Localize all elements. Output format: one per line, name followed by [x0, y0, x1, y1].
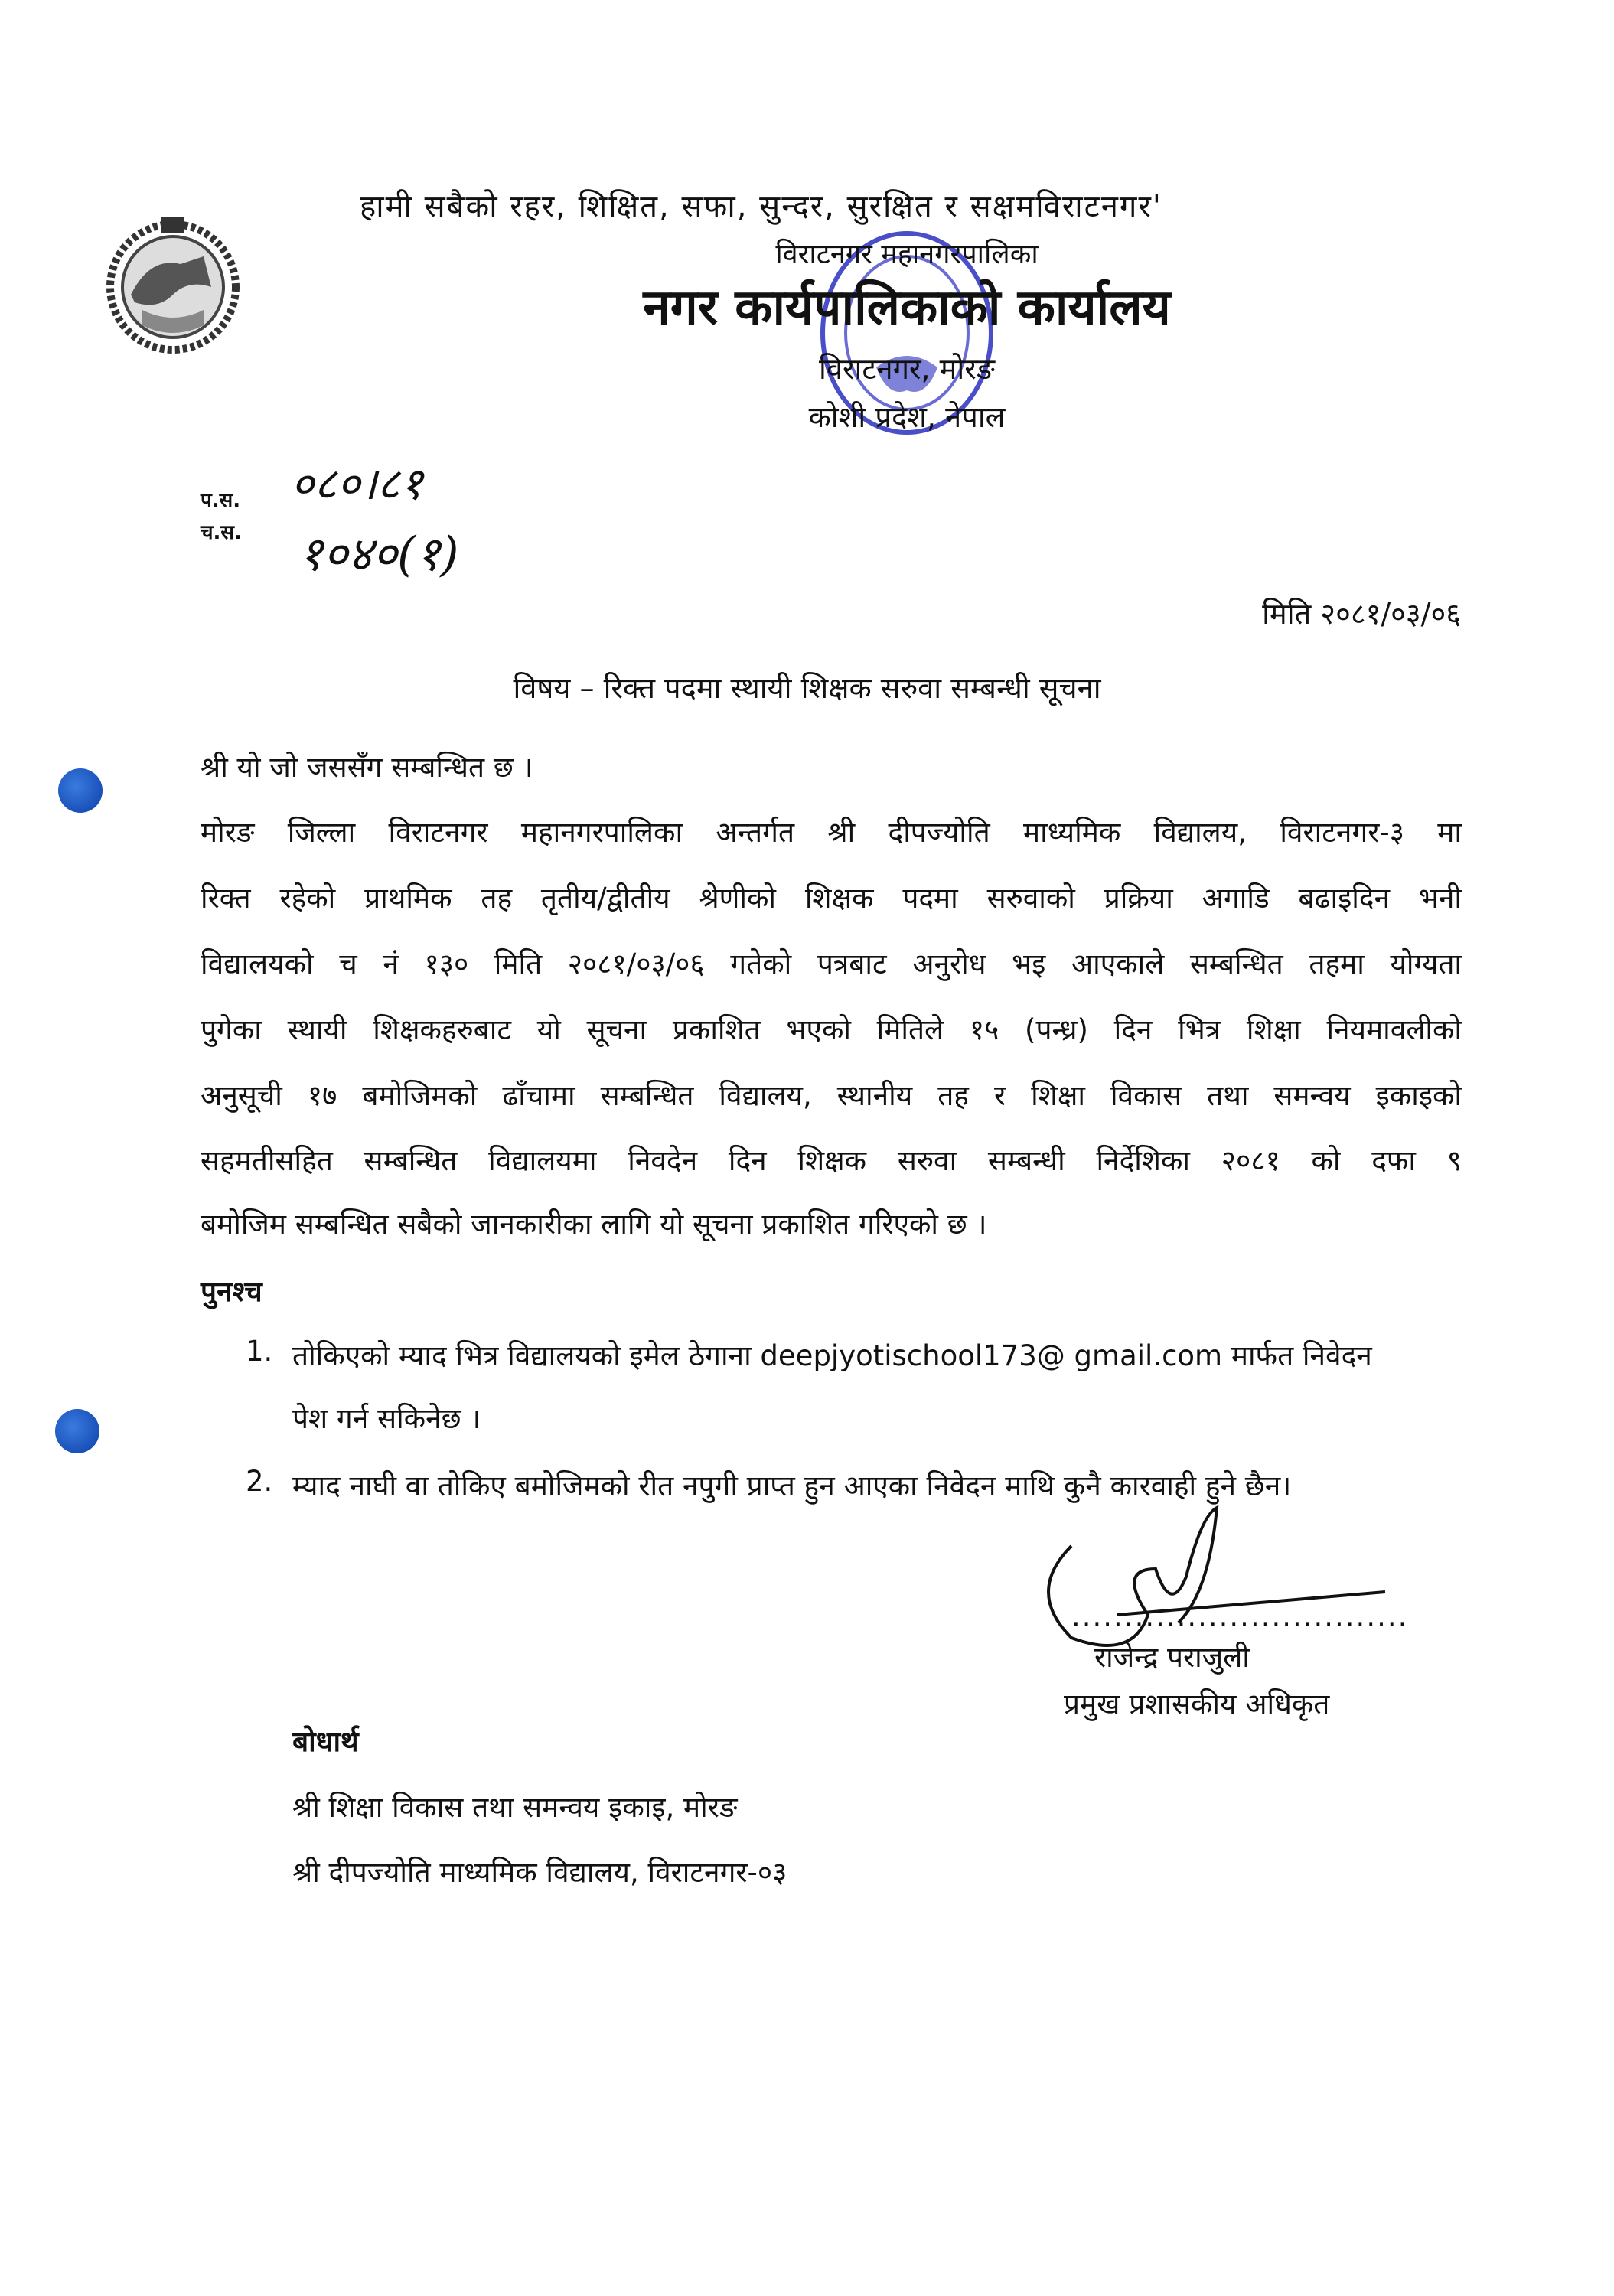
cs-number-handwritten: १०४०(१) [298, 526, 459, 582]
signature-line: ................................ [1071, 1600, 1409, 1632]
note-text: म्याद नाघी वा तोकिए बमोजिमको रीत नपुगी प्राप्त हुन आएका निवेदन माथि कुनै कारवाही हुने छैन। [292, 1469, 1292, 1502]
cc-heading: बोधार्थ [292, 1725, 359, 1758]
note-text: तोकिएको म्याद भित्र विद्यालयको इमेल ठेगाना deepjyotischool173@ gmail.com मार्फत निवेदन [292, 1339, 1372, 1372]
punch-hole [55, 1409, 99, 1453]
address-line-2: कोशी प्रदेश, नेपाल [808, 400, 1006, 434]
motto: हामी सबैको रहर, शिक्षित, सफा, सुन्दर, सुरक्षित र सक्षमविराटनगर' [360, 189, 1162, 224]
body-line: अनुसूची १७ बमोजिमको ढाँचामा सम्बन्धित विद्यालय, स्थानीय तह र शिक्षा विकास तथा समन्वय इकाइको [201, 1079, 1462, 1112]
body-line: रिक्त रहेको प्राथमिक तह तृतीय/द्वीतीय श्रेणीको शिक्षक पदमा सरुवाको प्रक्रिया अगाडि बढाइदिन भनी [201, 882, 1462, 915]
subject-line: विषय – रिक्त पदमा स्थायी शिक्षक सरुवा सम्बन्धी सूचना [513, 671, 1101, 705]
body-line: सहमतीसहित सम्बन्धित विद्यालयमा निवदेन दिन शिक्षक सरुवा सम्बन्धी निर्देशिका २०८१ को दफा ९ [201, 1144, 1462, 1177]
signatory-designation: प्रमुख प्रशासकीय अधिकृत [1064, 1688, 1330, 1720]
municipality-name: विराटनगर महानगरपालिका [775, 239, 1039, 270]
cc-item: श्री दीपज्योति माध्यमिक विद्यालय, विराटनगर-०३ [292, 1856, 787, 1889]
salutation: श्री यो जो जससँग सम्बन्धित छ । [201, 751, 533, 784]
cs-label: च.स. [201, 521, 242, 544]
address-line-1: विराटनगर, मोरङ [818, 352, 995, 386]
note-number: 1. [246, 1335, 273, 1368]
signatory-name: राजेन्द्र पराजुली [1094, 1641, 1250, 1674]
body-line: बमोजिम सम्बन्धित सबैको जानकारीका लागि यो सूचना प्रकाशित गरिएको छ । [201, 1208, 987, 1241]
note-text-continued: पेश गर्न सकिनेछ । [292, 1402, 481, 1435]
punch-hole [58, 768, 103, 813]
body-line: पुगेका स्थायी शिक्षकहरुबाट यो सूचना प्रकाशित भएको मितिले १५ (पन्ध्र) दिन भित्र शिक्षा नियमावलीको [201, 1013, 1462, 1046]
ps-label: प.स. [201, 489, 241, 512]
letter-date: मिति २०८१/०३/०६ [1262, 597, 1461, 631]
ps-number-handwritten: ०८०।८१ [291, 458, 423, 510]
note-number: 2. [246, 1465, 273, 1498]
ps-heading: पुनश्च [201, 1275, 262, 1308]
cc-item: श्री शिक्षा विकास तथा समन्वय इकाइ, मोरङ [292, 1791, 738, 1824]
body-line: विद्यालयको च नं १३० मिति २०८१/०३/०६ गतेको पत्रबाट अनुरोध भइ आएकाले सम्बन्धित तहमा योग्यता [201, 947, 1462, 980]
body-line: मोरङ जिल्ला विराटनगर महानगरपालिका अन्तर्गत श्री दीपज्योति माध्यमिक विद्यालय, विराटनगर-३ मा [201, 816, 1462, 849]
office-title: नगर कार्यपालिकाको कार्यालय [643, 279, 1171, 336]
